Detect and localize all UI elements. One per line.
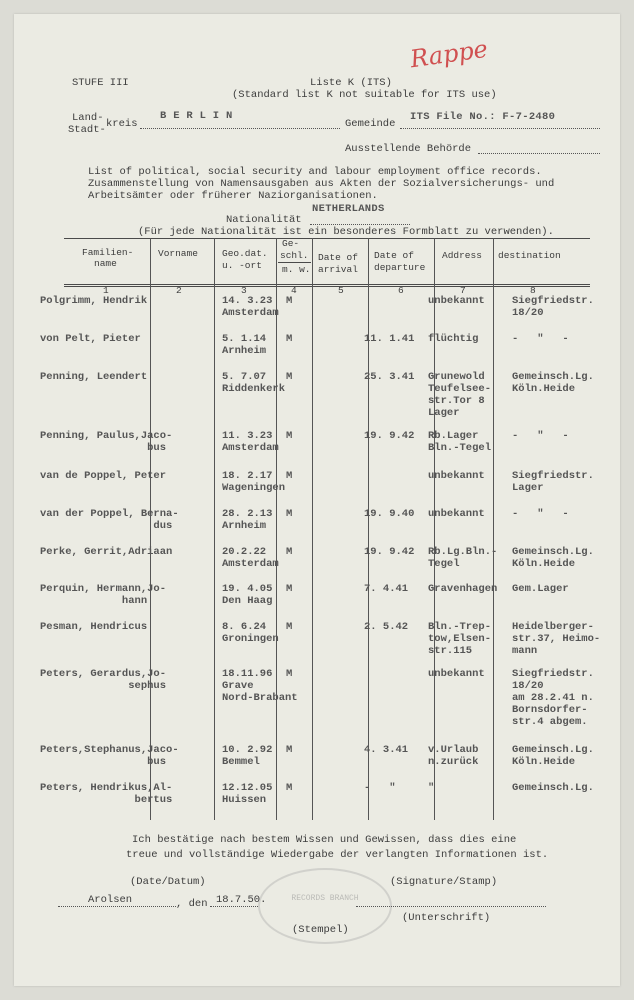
place-value: Arolsen (88, 894, 133, 906)
cell-departure: 2. 5.42 (364, 621, 409, 633)
red-handwritten-mark: Rappe (408, 34, 490, 74)
col-header-geschl: Ge- (282, 238, 300, 249)
confirmation-line-1: Ich bestätige nach bestem Wissen und Gewissen, dass dies eine (132, 834, 517, 846)
nationality-dots (310, 224, 410, 225)
cell-birth: 18. 2.17 Wageningen (222, 470, 286, 494)
col-number-5: 5 (338, 285, 344, 296)
cell-birth: 11. 3.23 Amsterdam (222, 430, 279, 454)
date-dots (210, 906, 258, 907)
description-line-2: Zusammenstellung von Namensausgaben aus Akten der Sozialversicherungs- und (88, 178, 555, 190)
land-label: Land- (72, 112, 104, 124)
column-divider-3 (276, 238, 277, 820)
cell-birth: 8. 6.24 Groningen (222, 621, 279, 645)
cell-address: v.Urlaub n.zurück (428, 744, 479, 768)
stufe-label: STUFE III (72, 77, 129, 89)
cell-address: unbekannt (428, 470, 485, 482)
kreis-dots (140, 128, 340, 129)
gemeinde-dots (400, 128, 600, 129)
cell-destination: Gemeinsch.Lg. Köln.Heide (512, 744, 594, 768)
city-value: B E R L I N (160, 110, 233, 122)
confirmation-line-2: treue und vollständige Wiedergabe der verlangten Informationen ist. (126, 849, 549, 861)
cell-destination: - " - (512, 430, 569, 442)
stadt-label: Stadt- (68, 124, 106, 136)
cell-departure: 7. 4.41 (364, 583, 409, 595)
cell-sex: M (286, 430, 293, 442)
cell-name: Penning, Paulus,Jaco- bus (40, 430, 173, 454)
cell-birth: 20.2.22 Amsterdam (222, 546, 279, 570)
cell-address: Rb.Lg.Bln.- Tegel (428, 546, 498, 570)
cell-name: Peters, Gerardus,Jo- sephus (40, 668, 167, 692)
table-header-rule-2 (64, 286, 590, 287)
cell-name: Perke, Gerrit,Adriaan (40, 546, 173, 558)
cell-sex: M (286, 782, 293, 794)
col-number-7: 7 (460, 285, 466, 296)
col-header-vorname: Vorname (158, 248, 198, 259)
cell-birth: 28. 2.13 Arnheim (222, 508, 273, 532)
col-number-1: 1 (103, 285, 109, 296)
cell-sex: M (286, 371, 293, 383)
col-header-arrival: Date of (318, 252, 358, 263)
cell-departure: 4. 3.41 (364, 744, 409, 756)
cell-birth: 5. 1.14 Arnheim (222, 333, 267, 357)
cell-destination: Gemeinsch.Lg. Köln.Heide (512, 371, 594, 395)
cell-birth: 10. 2.92 Bemmel (222, 744, 273, 768)
cell-sex: M (286, 333, 293, 345)
cell-sex: M (286, 668, 293, 680)
col-header-arrival-2: arrival (318, 264, 358, 275)
table-header-rule (64, 284, 590, 285)
col-header-departure-2: departure (374, 262, 426, 273)
its-file-number: ITS File No.: F-7-2480 (410, 111, 556, 123)
col-header-departure: Date of (374, 250, 414, 261)
cell-birth: 14. 3.23 Amsterdam (222, 295, 279, 319)
cell-name: Pesman, Hendricus (40, 621, 148, 633)
column-divider-6 (434, 238, 435, 820)
cell-name: Peters,Stephanus,Jaco- bus (40, 744, 179, 768)
col-number-6: 6 (398, 285, 404, 296)
col-header-mw: m. w. (282, 264, 311, 275)
cell-sex: M (286, 508, 293, 520)
sex-header-rule (278, 262, 311, 263)
cell-sex: M (286, 583, 293, 595)
col-number-2: 2 (176, 285, 182, 296)
cell-address: Rb.Lager Bln.-Tegel (428, 430, 492, 454)
place-dots (58, 906, 176, 907)
cell-address: unbekannt (428, 508, 485, 520)
column-divider-7 (493, 238, 494, 820)
description-line-3: Arbeitsämter oder früherer Naziorganisationen. (88, 190, 378, 202)
col-number-3: 3 (241, 285, 247, 296)
cell-sex: M (286, 546, 293, 558)
cell-destination: Gemeinsch.Lg. (512, 782, 594, 794)
cell-departure: 19. 9.40 (364, 508, 415, 520)
cell-destination: Heidelberger- str.37, Heimo- mann (512, 621, 601, 657)
cell-name: Penning, Leendert (40, 371, 148, 383)
cell-destination: - " - (512, 333, 569, 345)
nationality-label: Nationalität (226, 214, 302, 226)
cell-departure: - " (364, 782, 396, 794)
nationality-value: NETHERLANDS (312, 203, 385, 215)
cell-destination: - " - (512, 508, 569, 520)
col-header-destination: destination (498, 250, 561, 261)
table-top-rule (64, 238, 590, 239)
stamp-text: RECORDS BRANCH (291, 894, 359, 903)
gemeinde-label: Gemeinde (345, 118, 396, 130)
cell-address: unbekannt (428, 668, 485, 680)
cell-departure: 19. 9.42 (364, 546, 415, 558)
col-header-geodat: Geo.dat. (222, 248, 268, 259)
cell-birth: 19. 4.05 Den Haag (222, 583, 273, 607)
cell-destination: Siegfriedstr. Lager (512, 470, 594, 494)
cell-name: van der Poppel, Berna- dus (40, 508, 179, 532)
cell-name: Peters, Hendrikus,Al- bertus (40, 782, 173, 806)
nationality-note: (Für jede Nationalität ist ein besonderes Formblatt zu verwenden). (138, 226, 554, 238)
cell-address: Bln.-Trep- tow,Elsen- str.115 (428, 621, 492, 657)
column-divider-4 (312, 238, 313, 820)
cell-name: Polgrimm, Hendrik (40, 295, 148, 307)
col-number-4: 4 (291, 285, 297, 296)
cell-birth: 12.12.05 Huissen (222, 782, 273, 806)
cell-destination: Siegfriedstr. 18/20 am 28.2.41 n. Bornsdorfer- str.4 abgem. (512, 668, 594, 728)
den-label: , den (176, 898, 208, 910)
stempel-label: (Stempel) (292, 924, 349, 936)
cell-birth: 18.11.96 Grave Nord-Brabant (222, 668, 298, 704)
signature-label: (Signature/Stamp) (390, 876, 498, 888)
behoerde-label: Ausstellende Behörde (345, 143, 472, 155)
cell-address: Grunewold Teufelsee- str.Tor 8 Lager (428, 371, 492, 419)
col-header-familienname-2: name (94, 258, 117, 269)
cell-sex: M (286, 470, 293, 482)
cell-departure: 25. 3.41 (364, 371, 415, 383)
cell-name: Perquin, Hermann,Jo- hann (40, 583, 167, 607)
cell-address: Gravenhagen (428, 583, 498, 595)
cell-sex: M (286, 295, 293, 307)
description-line-1: List of political, social security and labour employment office records. (88, 166, 542, 178)
cell-destination: Siegfriedstr. 18/20 (512, 295, 594, 319)
cell-sex: M (286, 744, 293, 756)
kreis-label: kreis (106, 118, 138, 130)
col-header-geodat-2: u. -ort (222, 260, 262, 271)
cell-address: " (428, 782, 435, 794)
cell-address: unbekannt (428, 295, 485, 307)
signature-dots (356, 906, 546, 907)
cell-destination: Gemeinsch.Lg. Köln.Heide (512, 546, 594, 570)
cell-departure: 19. 9.42 (364, 430, 415, 442)
date-value: 18.7.50. (216, 894, 267, 906)
cell-name: van de Poppel, Peter (40, 470, 167, 482)
cell-address: flüchtig (428, 333, 479, 345)
liste-title: Liste K (ITS) (310, 77, 392, 89)
col-number-8: 8 (530, 285, 536, 296)
standard-note: (Standard list K not suitable for ITS use) (232, 89, 497, 101)
cell-destination: Gem.Lager (512, 583, 569, 595)
col-header-address: Address (442, 250, 482, 261)
cell-departure: 11. 1.41 (364, 333, 415, 345)
col-header-geschl-2: schl. (280, 250, 309, 261)
behoerde-dots (478, 153, 600, 154)
cell-birth: 5. 7.07 Riddenkerk (222, 371, 286, 395)
unterschrift-label: (Unterschrift) (402, 912, 491, 924)
column-divider-2 (214, 238, 215, 820)
cell-name: von Pelt, Pieter (40, 333, 141, 345)
column-divider-5 (368, 238, 369, 820)
date-label: (Date/Datum) (130, 876, 206, 888)
col-header-familienname: Familien- (82, 247, 134, 258)
cell-sex: M (286, 621, 293, 633)
